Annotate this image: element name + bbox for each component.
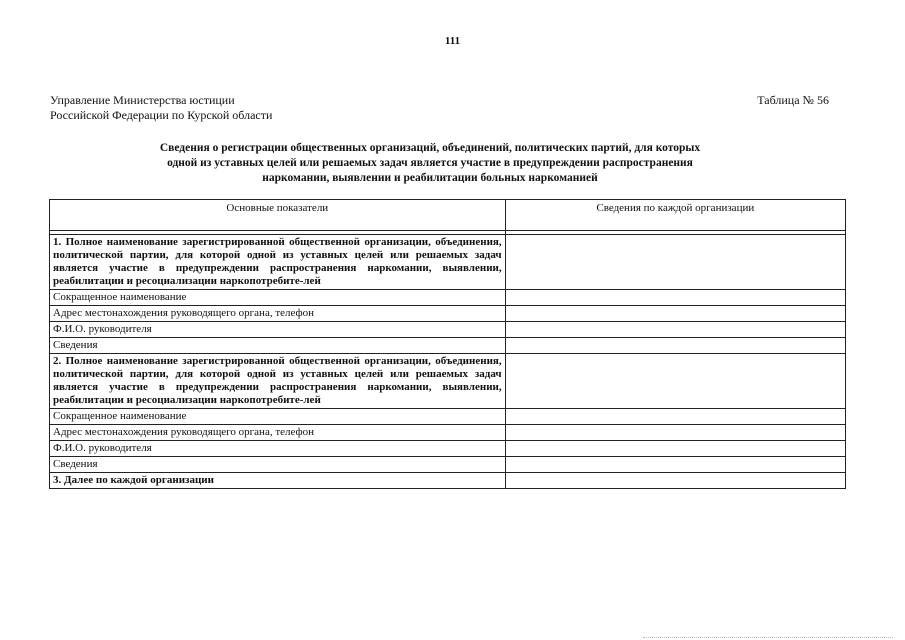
organization-header (50, 93, 272, 123)
section-1-director-label: Ф.И.О. руководителя (50, 322, 506, 338)
section-1-heading-row (50, 235, 846, 290)
section-2-heading-row (50, 354, 846, 409)
section-2-address-value (505, 425, 845, 441)
report-table (49, 199, 846, 489)
table-row (50, 409, 846, 425)
section-1-heading-value (505, 235, 845, 290)
section-1-address-value (505, 306, 845, 322)
section-1-director-value (505, 322, 845, 338)
table-row (50, 290, 846, 306)
table-header-row (50, 200, 846, 231)
further-organizations-value (505, 473, 845, 489)
section-2-heading: 2. Полное наименование зарегистрированной общественной организации, объединения, политической партии, для которой одной из уставных целей или решаемых задач является участие в предупреждении распространения наркомании, выявлении, реабилитации и ресоциализации наркопотребите-лей (50, 354, 506, 409)
header-organization-info: Сведения по каждой организации (505, 200, 845, 231)
title-line3: наркомании, выявлении и реабилитации больных наркоманией (262, 172, 598, 184)
section-1-info-label: Сведения (50, 338, 506, 354)
section-2-heading-value (505, 354, 845, 409)
organization-name-line2: Российской Федерации по Курской области (50, 108, 273, 122)
table-row (50, 457, 846, 473)
section-1-info-value (505, 338, 845, 354)
table-row (50, 338, 846, 354)
section-2-info-label: Сведения (50, 457, 506, 473)
title-line2: одной из уставных целей или решаемых задач является участие в предупреждении распространения (167, 157, 693, 169)
section-2-director-value (505, 441, 845, 457)
section-2-short-name-value (505, 409, 845, 425)
final-row (50, 473, 846, 489)
section-2-short-name-label: Сокращенное наименование (50, 409, 506, 425)
page-number: 111 (444, 35, 461, 47)
table-row (50, 425, 846, 441)
header-indicators: Основные показатели (50, 200, 506, 231)
table-row (50, 441, 846, 457)
organization-name-line1: Управление Министерства юстиции (50, 93, 235, 107)
table-row (50, 322, 846, 338)
section-2-address-label: Адрес местонахождения руководящего органа, телефон (50, 425, 506, 441)
table-row (50, 306, 846, 322)
section-1-short-name-label: Сокращенное наименование (50, 290, 506, 306)
section-2-director-label: Ф.И.О. руководителя (50, 441, 506, 457)
table-number: Таблица № 56 (757, 93, 829, 107)
further-organizations-label: 3. Далее по каждой организации (50, 473, 506, 489)
section-1-short-name-value (505, 290, 845, 306)
document-title (90, 141, 770, 186)
section-1-address-label: Адрес местонахождения руководящего органа, телефон (50, 306, 506, 322)
section-1-heading: 1. Полное наименование зарегистрированной общественной организации, объединения, политической партии, для которой одной из уставных целей или решаемых задач является участие в предупреждении распространения наркомании, выявлении, реабилитации и ресоциализации наркопотребите-лей (50, 235, 506, 290)
title-line1: Сведения о регистрации общественных организаций, объединений, политических партий, для которых (159, 142, 701, 154)
scan-artifact-line (643, 636, 893, 638)
section-2-info-value (505, 457, 845, 473)
